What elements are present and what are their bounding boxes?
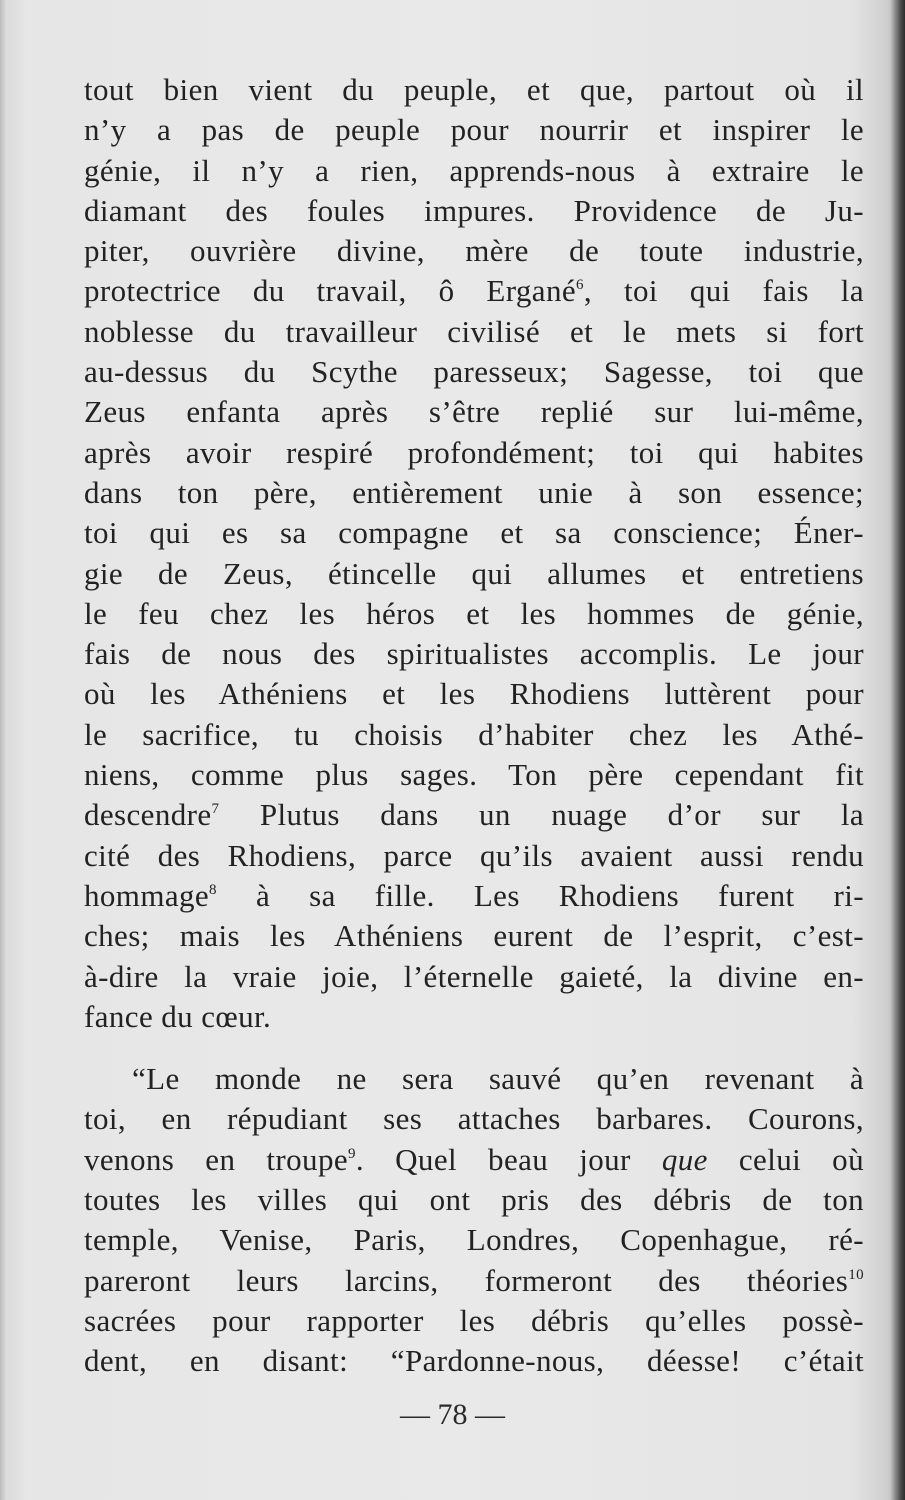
paragraph-gap: [84, 1037, 864, 1059]
text-fragment: pareront leurs larcins, formeront des théories: [84, 1262, 849, 1298]
text-fragment: descendre: [84, 797, 212, 833]
text-line: “Le monde ne sera sauvé qu’en revenant à: [132, 1061, 864, 1097]
text-line: dent, en disant: “Pardonne-nous, déesse! c’était: [84, 1343, 864, 1379]
text-fragment: celui où: [707, 1141, 864, 1177]
text-line: sacrées pour rapporter les débris qu’elles possè-: [84, 1302, 864, 1338]
text-line: [84, 876, 864, 916]
text-line: toi qui es sa compagne et sa conscience; Éner-: [84, 515, 864, 551]
text-line: Zeus enfanta après s’être replié sur lui-même,: [84, 394, 864, 430]
text-line: toi, en répudiant ses attaches barbares. Courons,: [84, 1101, 864, 1137]
text-line: génie, il n’y a rien, apprends-nous à extraire le: [84, 152, 864, 188]
text-line: [84, 1261, 864, 1301]
text-line: dans ton père, entièrement unie à son essence;: [84, 474, 864, 510]
text-line: [84, 1140, 864, 1180]
text-line: piter, ouvrière divine, mère de toute industrie,: [84, 233, 864, 269]
text-line: noblesse du travailleur civilisé et le mets si fort: [84, 313, 864, 349]
text-fragment: hommage: [84, 877, 210, 913]
text-line: toutes les villes qui ont pris des débris de ton: [84, 1182, 864, 1218]
text-line: temple, Venise, Paris, Londres, Copenhague, ré-: [84, 1222, 864, 1258]
text-line: le feu chez les héros et les hommes de génie,: [84, 595, 864, 631]
text-line: où les Athéniens et les Rhodiens luttèrent pour: [84, 676, 864, 712]
text-fragment: à sa fille. Les Rhodiens furent ri-: [216, 877, 864, 913]
text-fragment: Plutus dans un nuage d’or sur la: [219, 797, 864, 833]
text-fragment: , toi qui fais la: [583, 273, 864, 309]
text-line: cité des Rhodiens, parce qu’ils avaient aussi rendu: [84, 837, 864, 873]
text-line: ches; mais les Athéniens eurent de l’esprit, c’est-: [84, 918, 864, 954]
page-body-text: [84, 70, 864, 1382]
text-line: [84, 795, 864, 835]
page-left-edge: [0, 0, 6, 1500]
text-line: fais de nous des spiritualistes accomplis. Le jour: [84, 636, 864, 672]
text-fragment: venons en troupe: [84, 1141, 349, 1177]
text-line: gie de Zeus, étincelle qui allumes et entretiens: [84, 555, 864, 591]
text-line: diamant des foules impures. Providence de Ju-: [84, 192, 864, 228]
text-fragment: . Quel beau jour: [355, 1141, 662, 1177]
text-line: au-dessus du Scythe paresseux; Sagesse, toi que: [84, 354, 864, 390]
italic-word: que: [661, 1141, 708, 1177]
text-line: après avoir respiré profondément; toi qui habites: [84, 434, 864, 470]
footnote-ref-10: 10: [848, 1266, 864, 1283]
footnote-ref-6: 6: [576, 277, 584, 294]
text-line: à-dire la vraie joie, l’éternelle gaieté, la divine en-: [84, 958, 864, 994]
footnote-ref-9: 9: [348, 1145, 356, 1162]
page-number: — 78 —: [400, 1398, 505, 1431]
text-line: le sacrifice, tu choisis d’habiter chez les Athé-: [84, 716, 864, 752]
page-binding-shadow: [891, 0, 905, 1500]
footnote-ref-7: 7: [211, 801, 220, 818]
text-line: n’y a pas de peuple pour nourrir et inspirer le: [84, 112, 864, 148]
text-line: niens, comme plus sages. Ton père cependant fit: [84, 757, 864, 793]
text-line: fance du cœur.: [84, 998, 272, 1034]
footnote-ref-8: 8: [209, 881, 217, 898]
text-line: tout bien vient du peuple, et que, partout où il: [84, 72, 864, 107]
text-line: [84, 271, 864, 311]
text-fragment: protectrice du travail, ô Ergané: [84, 273, 577, 309]
